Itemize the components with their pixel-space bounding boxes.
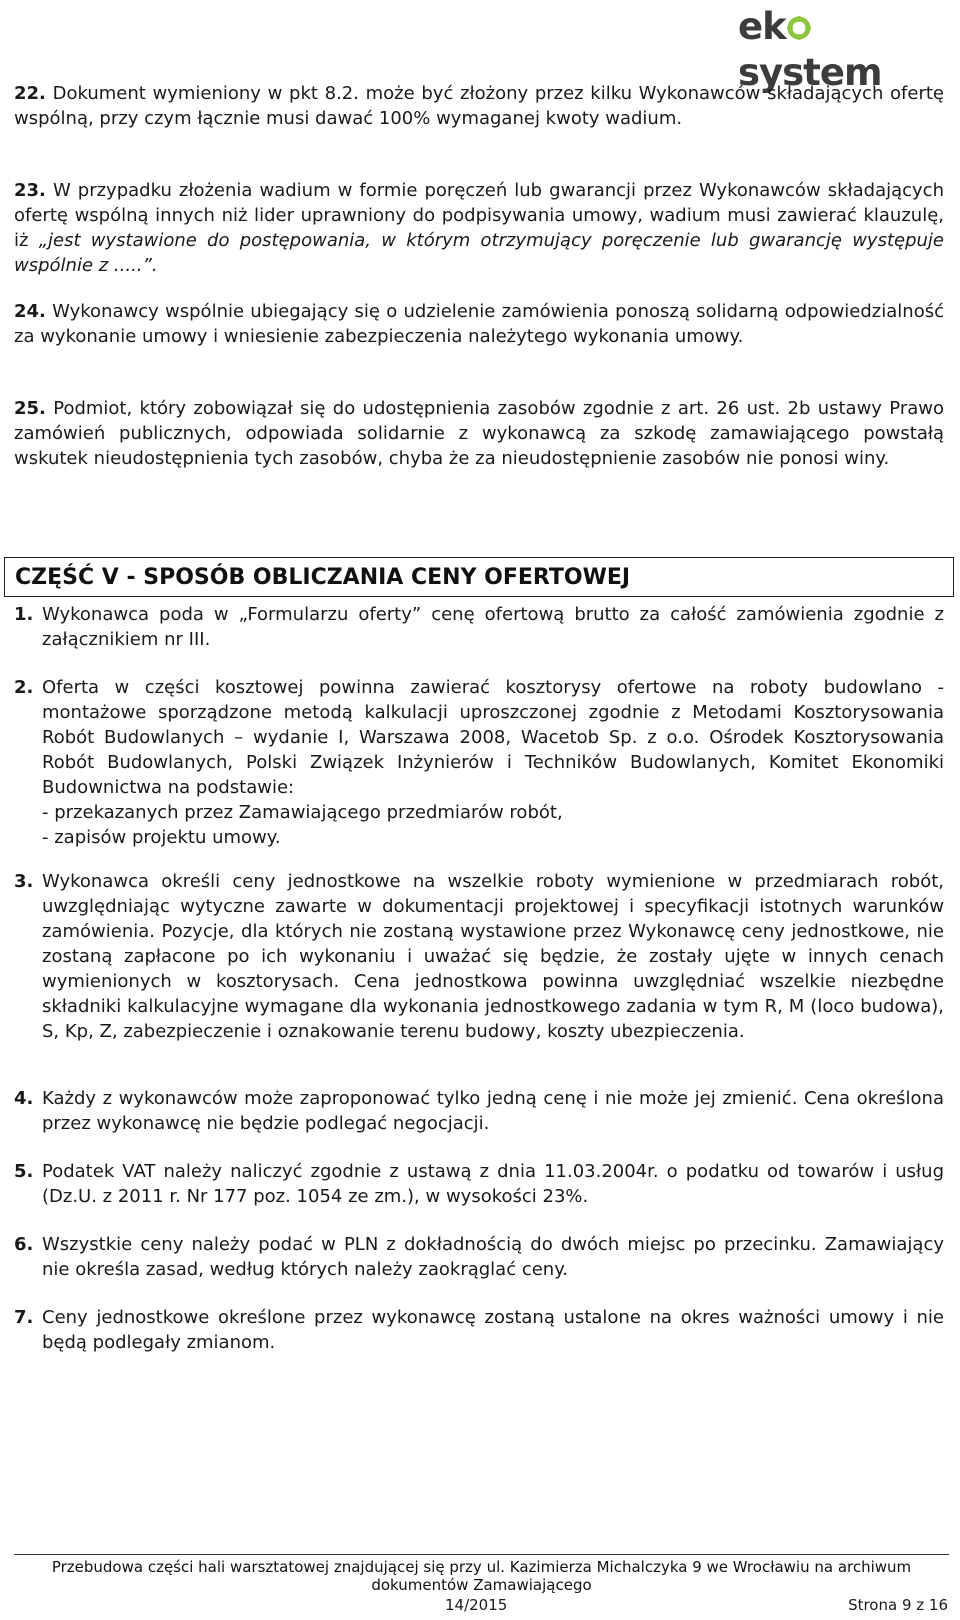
item-text: Oferta w części kosztowej powinna zawierać kosztorysy ofertowe na roboty budowlano - montażowe sporządzone metodą kalkulacji uproszczonej zgodnie z Metodami Kosztorysowania Robót Budowlanych – wydanie I, Warszawa 2008, Wacetob Sp. z o.o. Ośrodek Kosztorysowania Robót Budowlanych, Polski Związek Inżynierów i Techników Budowlanych, Komitet Ekonomiki Budownictwa na podstawie:	[42, 677, 944, 798]
section-heading-box	[4, 557, 954, 597]
paragraph-number: 24.	[14, 301, 46, 322]
logo-leaf-o-icon	[787, 16, 811, 40]
item-text: Każdy z wykonawców może zaproponować tylko jedną cenę i nie może jej zmienić. Cena określona przez wykonawcę nie będzie podlegać negocjacji.	[42, 1088, 944, 1134]
paragraph-text: W przypadku złożenia wadium w formie poręczeń lub gwarancji przez Wykonawców składających ofertę wspólną innych niż lider uprawniony do podpisywania umowy, wadium musi zawierać klauzulę, iż	[14, 180, 944, 251]
item-5	[14, 1159, 944, 1209]
logo-text-pre: ek	[738, 5, 786, 48]
item-text: Wykonawca poda w „Formularzu oferty” cenę ofertową brutto za całość zamówienia zgodnie z załącznikiem nr III.	[42, 604, 944, 650]
paragraph-number: 23.	[14, 180, 46, 201]
logo-text-post: system	[738, 51, 882, 94]
paragraph-text: Podmiot, który zobowiązał się do udostępnienia zasobów zgodnie z art. 26 ust. 2b ustawy Prawo zamówień publicznych, odpowiada solidarnie z wykonawcą za szkodę zamawiającego powstałą wskutek nieudostępnienia tych zasobów, chyba że za nieudostępnienie zasobów nie ponosi winy.	[14, 398, 944, 469]
paragraph-24	[14, 299, 944, 349]
footer-line-2: dokumentów Zamawiającego	[371, 1576, 592, 1594]
item-number: 2.	[14, 677, 34, 698]
item-1	[14, 602, 944, 652]
item-7	[14, 1305, 944, 1355]
paragraph-text: Wykonawcy wspólnie ubiegający się o udzielenie zamówienia ponoszą solidarną odpowiedzialność za wykonanie umowy i wniesienie zabezpieczenia należytego wykonania umowy.	[14, 301, 944, 347]
paragraph-25	[14, 396, 944, 471]
item-4	[14, 1086, 944, 1136]
item-2	[14, 675, 944, 850]
footer-divider	[14, 1554, 949, 1555]
footer-title	[14, 1558, 949, 1594]
item-text: Ceny jednostkowe określone przez wykonawcę zostaną ustalone na okres ważności umowy i nie będą podlegały zmianom.	[42, 1307, 944, 1353]
item-bullet: - zapisów projektu umowy.	[42, 827, 281, 848]
paragraph-number: 22.	[14, 83, 46, 104]
paragraph-23	[14, 178, 944, 278]
item-text: Podatek VAT należy naliczyć zgodnie z ustawą z dnia 11.03.2004r. o podatku od towarów i usług (Dz.U. z 2011 r. Nr 177 poz. 1054 ze zm.), w wysokości 23%.	[42, 1161, 944, 1207]
footer-reference-number: 14/2015	[445, 1596, 508, 1614]
item-text: Wykonawca określi ceny jednostkowe na wszelkie roboty wymienione w przedmiarach robót, uwzględniając wytyczne zawarte w dokumentacji projektowej i specyfikacji istotnych warunków zamówienia. Pozycje, dla których nie zostaną wystawione przez Wykonawcę ceny jednostkowe, nie zostaną zapłacone po ich wykonaniu i uważać się będzie, że zostały ujęte w innych cenach wymienionych w kosztorysach. Cena jednostkowa powinna uwzględniać wszelkie niezbędne składniki kalkulacyjne wymagane dla wykonania jednostkowego zadania w tym R, M (loco budowa), S, Kp, Z, zabezpieczenie i oznakowanie terenu budowy, koszty ubezpieczenia.	[42, 871, 944, 1042]
item-text: Wszystkie ceny należy podać w PLN z dokładnością do dwóch miejsc po przecinku. Zamawiający nie określa zasad, według których należy zaokrąglać ceny.	[42, 1234, 944, 1280]
section-title: CZĘŚĆ V - SPOSÓB OBLICZANIA CENY OFERTOWEJ	[15, 565, 631, 590]
footer-page-number: Strona 9 z 16	[848, 1596, 948, 1614]
paragraph-number: 25.	[14, 398, 46, 419]
item-number: 1.	[14, 604, 34, 625]
item-bullet: - przekazanych przez Zamawiającego przedmiarów robót,	[42, 802, 563, 823]
item-number: 6.	[14, 1234, 34, 1255]
paragraph-22	[14, 81, 944, 131]
item-number: 4.	[14, 1088, 34, 1109]
paragraph-text: Dokument wymieniony w pkt 8.2. może być złożony przez kilku Wykonawców składających ofertę wspólną, przy czym łącznie musi dawać 100% wymaganej kwoty wadium.	[14, 83, 944, 129]
item-number: 7.	[14, 1307, 34, 1328]
footer-line-1: Przebudowa części hali warsztatowej znajdującej się przy ul. Kazimierza Michalczyka 9 we Wrocławiu na archiwum	[51, 1558, 912, 1576]
item-number: 5.	[14, 1161, 34, 1182]
item-number: 3.	[14, 871, 34, 892]
paragraph-italic-clause: „jest wystawione do postępowania, w którym otrzymujący poręczenie lub gwarancję występuje wspólnie z .....”.	[14, 230, 944, 276]
item-3	[14, 869, 944, 1044]
ekosystem-logo	[738, 4, 948, 94]
item-6	[14, 1232, 944, 1282]
